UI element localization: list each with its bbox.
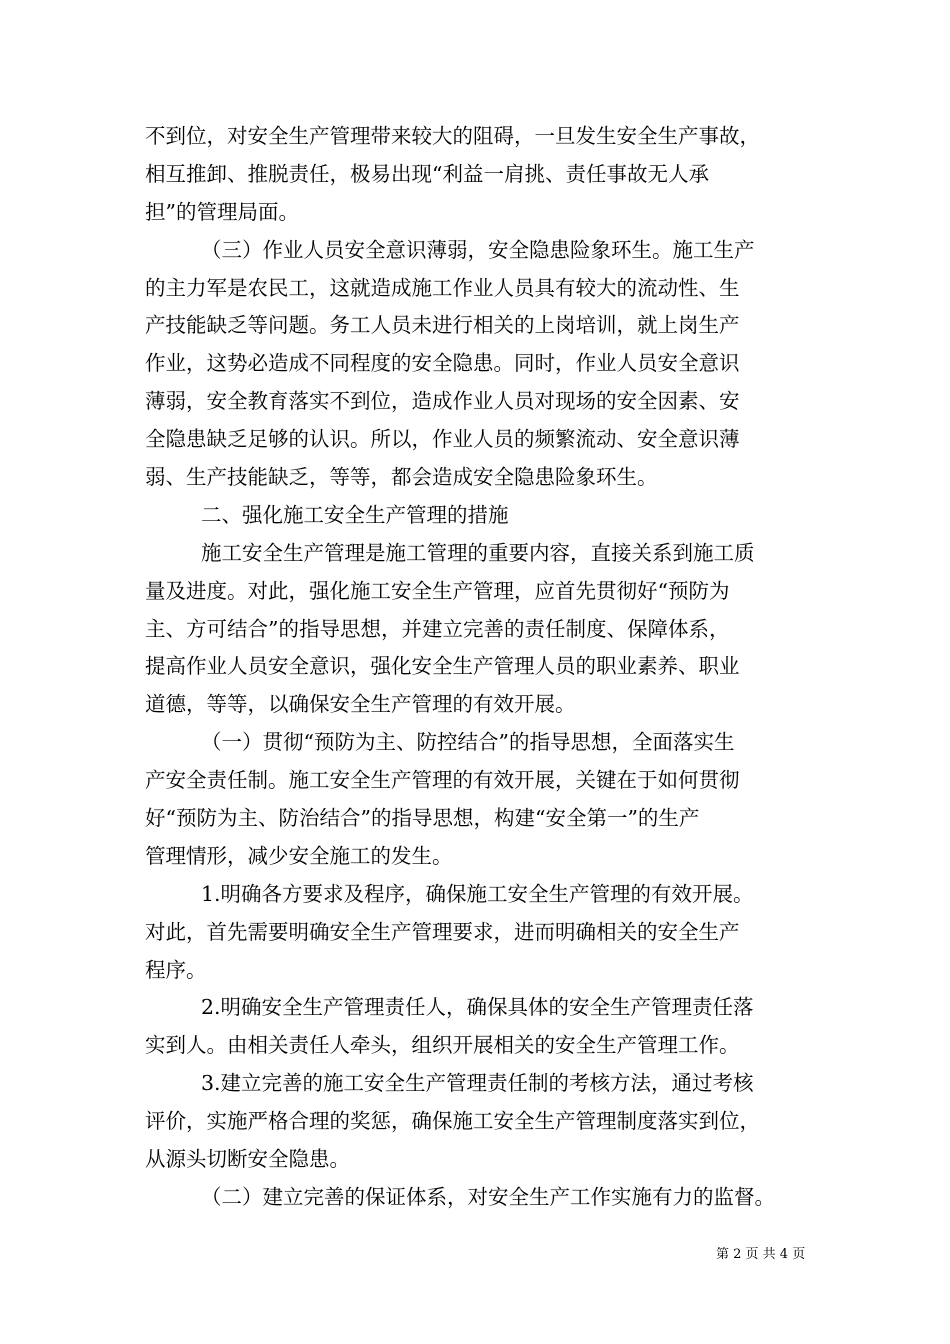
page-number: 第 2 页 共 4 页 xyxy=(716,1247,806,1262)
text-line: 3.建立完善的施工安全生产管理责任制的考核方法，通过考核 xyxy=(201,1071,754,1096)
text-line: 担”的管理局面。 xyxy=(145,199,299,224)
text-line: 程序。 xyxy=(145,957,207,982)
text-line: 提高作业人员安全意识，强化安全生产管理人员的职业素养、职业 xyxy=(145,654,740,679)
text-line: 薄弱，安全教育落实不到位，造成作业人员对现场的安全因素、安 xyxy=(145,389,740,414)
text-line: 相互推卸、推脱责任，极易出现“利益一肩挑、责任事故无人承 xyxy=(145,161,709,186)
text-line: 全隐患缺乏足够的认识。所以，作业人员的频繁流动、安全意识薄 xyxy=(145,427,740,452)
text-line: 2.明确安全生产管理责任人，确保具体的安全生产管理责任落 xyxy=(201,995,754,1020)
text-line: 主、方可结合”的指导思想，并建立完善的责任制度、保障体系， xyxy=(145,616,730,641)
text-line: 1.明确各方要求及程序，确保施工安全生产管理的有效开展。 xyxy=(201,881,754,906)
text-line: 实到人。由相关责任人牵头，组织开展相关的安全生产管理工作。 xyxy=(145,1033,740,1058)
text-line: 施工安全生产管理是施工管理的重要内容，直接关系到施工质 xyxy=(201,540,755,565)
text-line: （一）贯彻“预防为主、防控结合”的指导思想，全面落实生 xyxy=(201,730,735,755)
document-body xyxy=(145,118,815,1217)
text-line: 二、强化施工安全生产管理的措施 xyxy=(201,502,509,527)
text-line: 评价，实施严格合理的奖惩，确保施工安全生产管理制度落实到位， xyxy=(145,1109,760,1134)
text-line: （二）建立完善的保证体系，对安全生产工作实施有力的监督。 xyxy=(201,1184,775,1209)
text-line: 产技能缺乏等问题。务工人员未进行相关的上岗培训，就上岗生产 xyxy=(145,313,740,338)
text-line: 不到位，对安全生产管理带来较大的阻碍，一旦发生安全生产事故， xyxy=(145,124,760,148)
text-line: 作业，这势必造成不同程度的安全隐患。同时，作业人员安全意识 xyxy=(145,351,740,376)
text-line: 对此，首先需要明确安全生产管理要求，进而明确相关的安全生产 xyxy=(145,919,740,944)
text-line: 管理情形，减少安全施工的发生。 xyxy=(145,843,453,868)
text-line: 从源头切断安全隐患。 xyxy=(145,1147,350,1172)
text-line: 好“预防为主、防治结合”的指导思想，构建“安全第一”的生产 xyxy=(145,806,700,831)
text-line: 道德，等等，以确保安全生产管理的有效开展。 xyxy=(145,692,576,717)
text-line: 的主力军是农民工，这就造成施工作业人员具有较大的流动性、生 xyxy=(145,275,740,300)
text-line: 产安全责任制。施工安全生产管理的有效开展，关键在于如何贯彻 xyxy=(145,768,740,793)
text-line: （三）作业人员安全意识薄弱，安全隐患险象环生。施工生产 xyxy=(201,237,755,262)
text-line: 弱、生产技能缺乏，等等，都会造成安全隐患险象环生。 xyxy=(145,465,658,490)
text-line: 量及进度。对此，强化施工安全生产管理，应首先贯彻好“预防为 xyxy=(145,578,730,603)
